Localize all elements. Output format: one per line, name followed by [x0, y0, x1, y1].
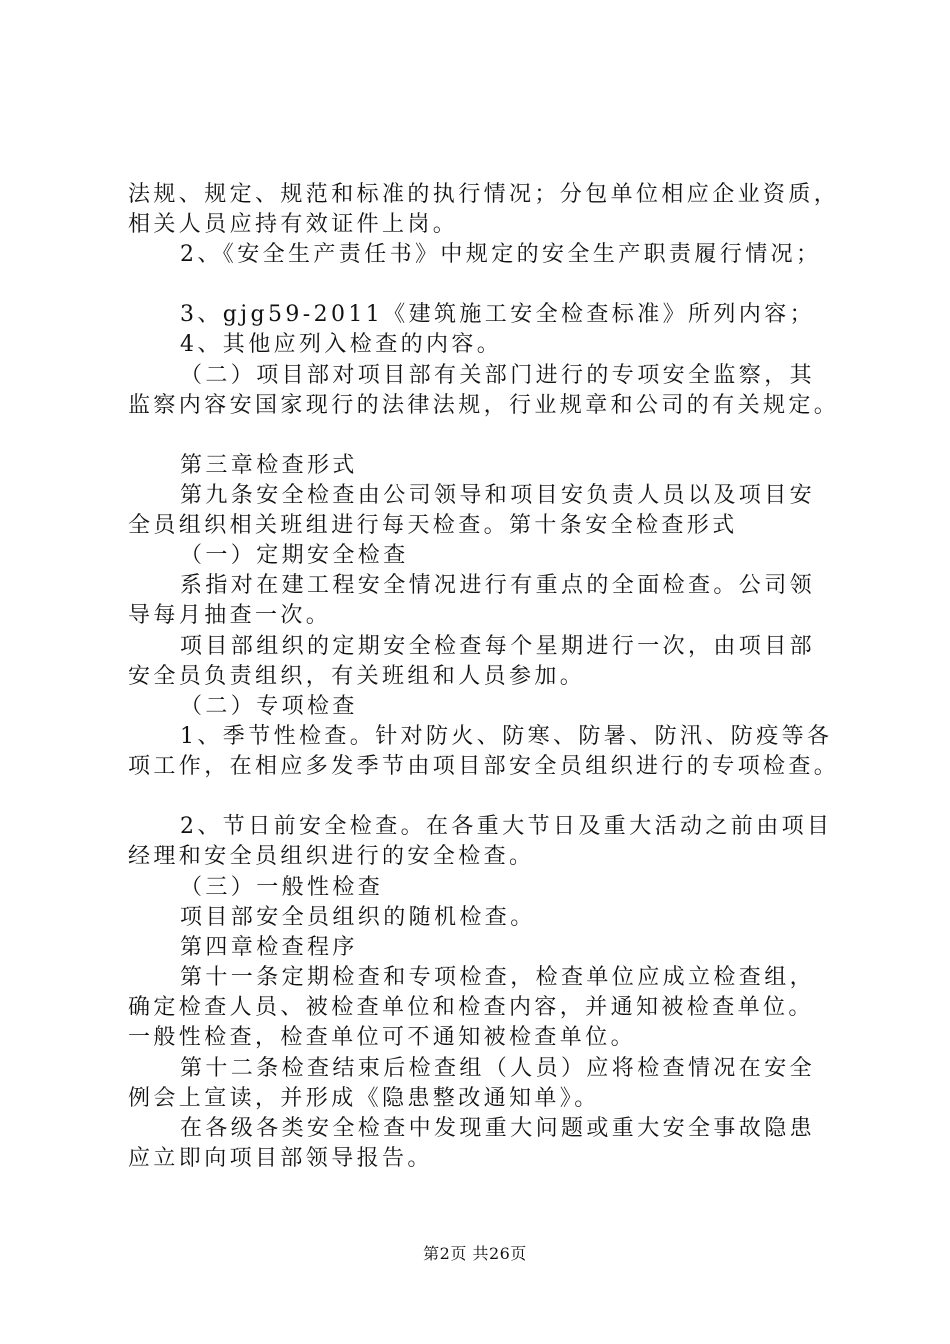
text-line: 第十一条定期检查和专项检查，检查单位应成立检查组，	[180, 965, 816, 990]
text-line: 4、其他应列入检查的内容。	[180, 332, 503, 357]
text-line: 应立即向项目部领导报告。	[128, 1146, 433, 1171]
text-line: 项工作，在相应多发季节由项目部安全员组织进行的专项检查。	[128, 754, 840, 779]
text-line: 在各级各类安全检查中发现重大问题或重大安全事故隐患	[180, 1116, 816, 1141]
section-heading: （三）一般性检查	[180, 875, 384, 900]
page-number-footer: 第2页 共26页	[423, 1244, 527, 1263]
text-line: 全员组织相关班组进行每天检查。第十条安全检查形式	[128, 513, 738, 538]
chapter-heading: 第四章检查程序	[180, 935, 358, 960]
text-line: 系指对在建工程安全情况进行有重点的全面检查。公司领	[180, 573, 816, 598]
text-line: 一般性检查，检查单位可不通知被检查单位。	[128, 1025, 637, 1050]
text-line: 项目部组织的定期安全检查每个星期进行一次，由项目部	[180, 634, 816, 659]
text-line: 导每月抽查一次。	[128, 603, 332, 628]
chapter-heading: 第三章检查形式	[180, 453, 358, 478]
text-line: 2、节日前安全检查。在各重大节日及重大活动之前由项目	[180, 814, 833, 839]
text-line: 经理和安全员组织进行的安全检查。	[128, 844, 535, 869]
text-line: 监察内容安国家现行的法律法规，行业规章和公司的有关规定。	[128, 393, 840, 418]
text-line: （二）项目部对项目部有关部门进行的专项安全监察，其	[180, 363, 816, 388]
text-line: 第九条安全检查由公司领导和项目安负责人员以及项目安	[180, 483, 816, 508]
text-line: 安全员负责组织，有关班组和人员参加。	[128, 664, 586, 689]
text-line: 确定检查人员、被检查单位和检查内容，并通知被检查单位。	[128, 995, 814, 1020]
text-line: 第十二条检查结束后检查组（人员）应将检查情况在安全	[180, 1056, 816, 1081]
section-heading: （二）专项检查	[180, 694, 358, 719]
text-line: 法规、规定、规范和标准的执行情况；分包单位相应企业资质，	[128, 182, 840, 207]
text-line: 2、《安全生产责任书》中规定的安全生产职责履行情况；	[180, 242, 822, 267]
text-line: 相关人员应持有效证件上岗。	[128, 212, 459, 237]
text-line: 1、季节性检查。针对防火、防寒、防暑、防汛、防疫等各	[180, 724, 833, 749]
text-line: 3、gjg59-2011《建筑施工安全检查标准》所列内容；	[180, 302, 816, 327]
text-line: 例会上宣读，并形成《隐患整改通知单》。	[128, 1086, 600, 1111]
section-heading: （一）定期安全检查	[180, 543, 409, 568]
text-line: 项目部安全员组织的随机检查。	[180, 905, 536, 930]
